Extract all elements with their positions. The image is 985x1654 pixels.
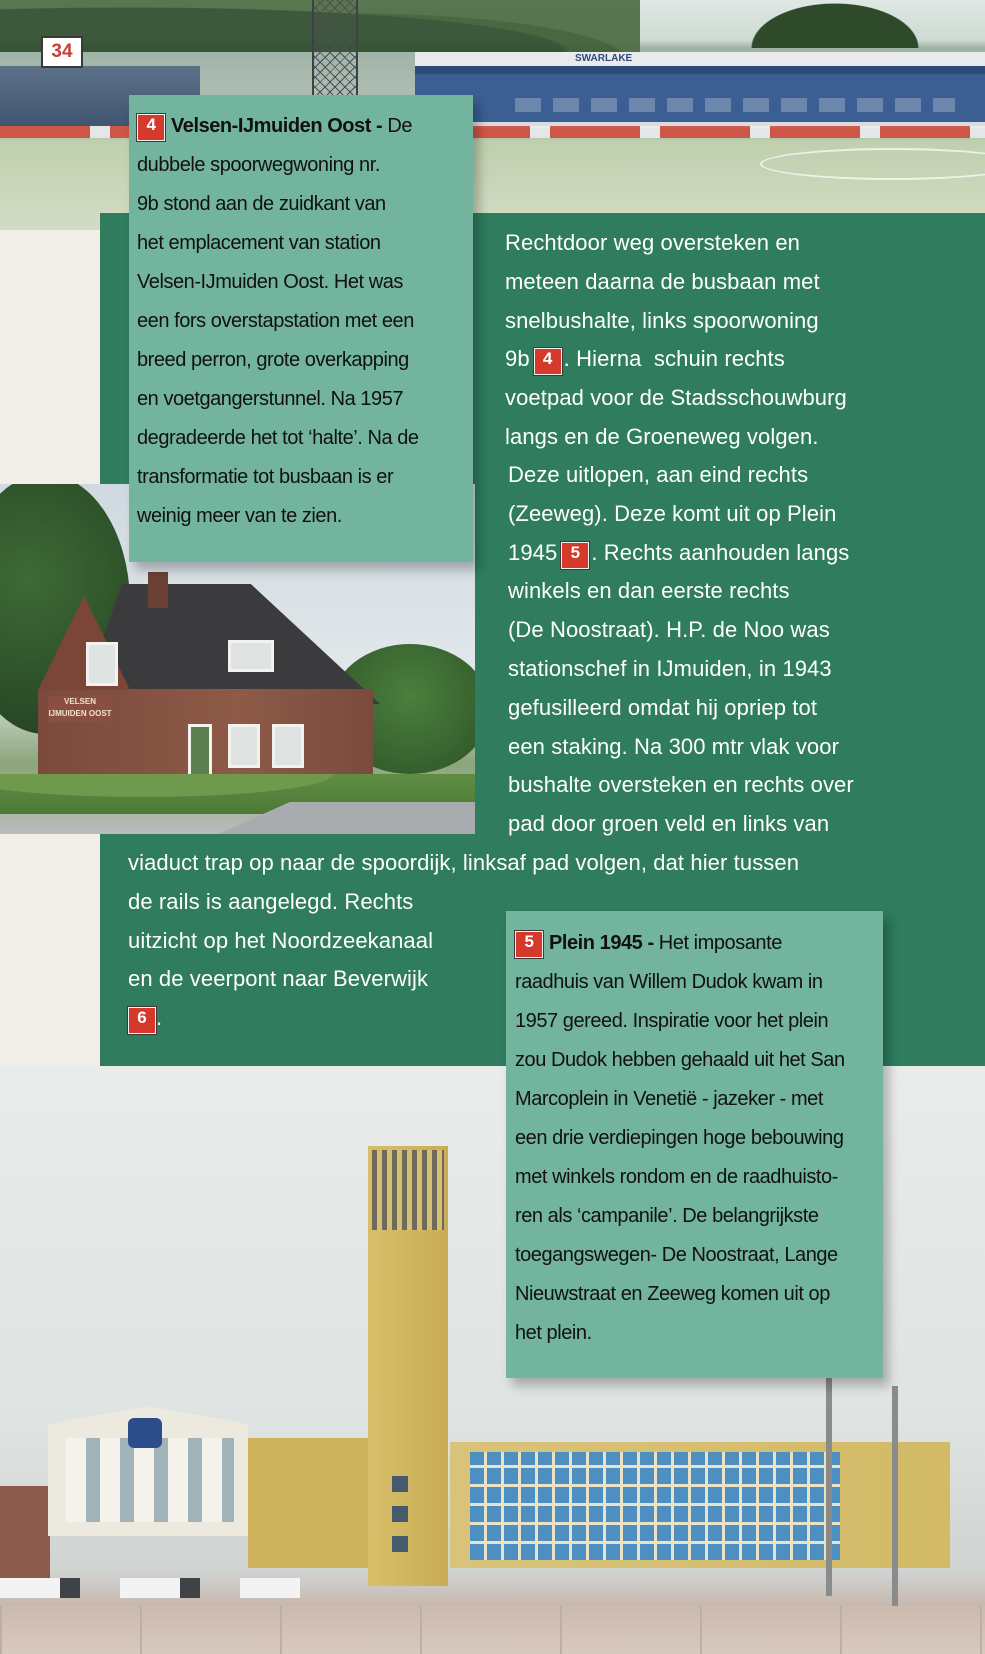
townhall-crest-icon — [128, 1418, 162, 1448]
house-window — [188, 724, 212, 778]
box4-text: het emplacement van station — [137, 232, 381, 254]
house-window — [272, 724, 304, 768]
route-line: Rechtdoor weg oversteken en — [505, 230, 800, 255]
route-line — [505, 340, 847, 379]
tower-window — [392, 1506, 408, 1522]
route-line: bushalte oversteken en rechts over — [508, 772, 854, 798]
town-square-pavement — [0, 1606, 985, 1654]
box5-text: zou Dudok hebben gehaald uit het San — [515, 1049, 845, 1071]
box5-heading: Plein 1945 — [549, 932, 643, 954]
box4-text: 9b stond aan de zuidkant van — [137, 193, 386, 215]
route-text-part-1 — [505, 224, 847, 457]
page-number: 34 — [41, 36, 83, 68]
info-box-velsen-ijmuiden-oost — [129, 95, 473, 562]
box4-text: De — [387, 115, 413, 137]
house-window — [86, 642, 118, 686]
house-sign — [48, 696, 112, 722]
house-sign-line1: VELSEN — [63, 697, 96, 706]
box4-text: breed perron, grote overkapping — [137, 349, 409, 371]
route-line — [508, 534, 854, 573]
townhall-middle-block — [248, 1438, 368, 1568]
parked-cars — [0, 1578, 300, 1598]
townhall-columns — [66, 1438, 234, 1522]
route-marker-5: 5 — [561, 542, 589, 569]
route-line: een staking. Na 300 mtr vlak voor — [508, 733, 840, 759]
box4-line-1 — [137, 107, 465, 146]
box5-text: Het imposante — [658, 932, 782, 954]
house-sign-line2: IJMUIDEN OOST — [48, 709, 112, 718]
route-line: winkels en dan eerste rechts — [508, 578, 790, 604]
stadium-trees-right — [745, 0, 925, 48]
box5-text: raadhuis van Willem Dudok kwam in — [515, 971, 823, 993]
tower-window — [392, 1476, 408, 1492]
route-line: langs en de Groeneweg volgen. — [505, 423, 819, 449]
house-chimney — [148, 572, 168, 608]
route-text: 1945 — [508, 539, 558, 565]
stadium-main-stand — [415, 52, 985, 128]
tower-window — [392, 1536, 408, 1552]
box5-text: een drie verdiepingen hoge bebouwing — [515, 1127, 844, 1149]
box4-text: Velsen-IJmuiden Oost. Het was — [137, 271, 403, 293]
box4-text: transformatie tot busbaan is er — [137, 466, 394, 488]
route-marker-4: 4 — [534, 348, 562, 375]
box5-text: met winkels rondom en de raadhuisto- — [515, 1166, 838, 1188]
box5-marker: 5 — [515, 931, 543, 958]
route-text: . — [156, 1005, 163, 1031]
box5-text: Nieuwstraat en Zeeweg komen uit op — [515, 1283, 830, 1305]
route-marker-6: 6 — [128, 1007, 156, 1034]
route-line: Deze uitlopen, aan eind rechts — [508, 462, 809, 487]
route-line: gefusilleerd omdat hij opriep tot — [508, 694, 818, 720]
lamp-pole — [892, 1386, 898, 1606]
box4-text: degradeerde het tot ‘halte’. Na de — [137, 427, 419, 449]
box5-text: het plein. — [515, 1322, 592, 1344]
box4-text: een fors overstapstation met een — [137, 310, 414, 332]
info-box-plein-1945 — [506, 911, 883, 1378]
route-line: de rails is aangelegd. Rechts — [128, 888, 414, 914]
route-text: . Hierna schuin rechts — [563, 346, 785, 372]
stadium-signage: SWARLAKE — [575, 53, 633, 64]
route-line: snelbushalte, links spoorwoning — [505, 307, 819, 333]
box5-text: 1957 gereed. Inspiratie voor het plein — [515, 1010, 829, 1032]
route-line: viaduct trap op naar de spoordijk, linksaf pad volgen, dat hier tussen — [128, 850, 800, 875]
route-line: meteen daarna de busbaan met — [505, 268, 820, 294]
distant-building — [0, 1486, 50, 1586]
route-line: uitzicht op het Noordzeekanaal — [128, 927, 434, 953]
lamp-pole — [826, 1356, 832, 1596]
box5-text: Marcoplein in Venetië - jazeker - met — [515, 1088, 823, 1110]
route-line: voetpad voor de Stadsschouwburg — [505, 385, 847, 411]
route-text: 9b — [505, 346, 530, 372]
box4-marker: 4 — [137, 114, 165, 141]
box4-text: dubbele spoorwegwoning nr. — [137, 154, 380, 176]
box5-separator: - — [642, 932, 659, 954]
tower-louvres — [372, 1150, 444, 1230]
house-window — [228, 724, 260, 768]
route-line: pad door groen veld en links van — [508, 811, 830, 837]
box4-separator: - — [370, 115, 388, 137]
route-text: . Rechts aanhouden langs — [591, 539, 850, 565]
box5-text: ren als ‘campanile’. De belangrijkste — [515, 1205, 819, 1227]
route-text-part-2 — [508, 456, 854, 844]
box5-line-1 — [515, 924, 875, 963]
route-line: stationschef in IJmuiden, in 1943 — [508, 655, 832, 681]
box5-text: toegangswegen- De Noostraat, Lange — [515, 1244, 838, 1266]
house-window — [228, 640, 274, 672]
floodlight-mast — [312, 0, 358, 95]
box4-text: en voetgangerstunnel. Na 1957 — [137, 388, 404, 410]
townhall-glass-facade — [470, 1452, 840, 1560]
box4-heading: Velsen-IJmuiden Oost — [171, 115, 371, 137]
box4-text: weinig meer van te zien. — [137, 505, 342, 527]
route-line: en de veerpont naar Beverwijk — [128, 966, 429, 992]
route-line: (De Noostraat). H.P. de Noo was — [508, 617, 830, 643]
route-line: (Zeeweg). Deze komt uit op Plein — [508, 500, 837, 526]
